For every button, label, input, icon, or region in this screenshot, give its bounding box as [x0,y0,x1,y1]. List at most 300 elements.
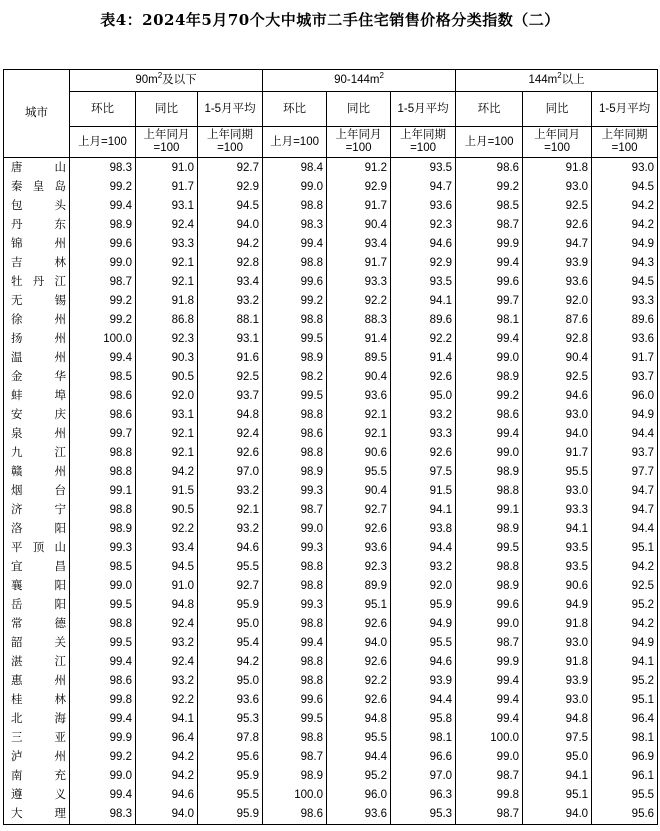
index-value: 99.2 [70,292,136,311]
index-value: 89.6 [592,311,658,330]
index-value: 90.5 [136,368,198,387]
index-value: 98.7 [263,748,327,767]
city-name: 九江 [4,444,70,463]
index-value: 93.7 [592,444,658,463]
index-value: 99.6 [456,273,523,292]
index-value: 93.2 [198,482,263,501]
index-value: 99.0 [456,444,523,463]
index-value: 96.6 [391,748,456,767]
city-name: 秦皇岛 [4,178,70,197]
index-value: 99.3 [263,482,327,501]
table-row [4,558,658,577]
table-row [4,653,658,672]
table-row [4,501,658,520]
index-value: 99.7 [70,425,136,444]
index-value: 99.4 [456,425,523,444]
city-name: 宜昌 [4,558,70,577]
index-value: 97.5 [391,463,456,482]
index-value: 92.1 [136,444,198,463]
table-row [4,349,658,368]
index-value: 99.6 [456,596,523,615]
index-value: 98.9 [263,767,327,786]
city-name: 济宁 [4,501,70,520]
index-value: 93.1 [198,330,263,349]
index-value: 92.9 [327,178,391,197]
index-value: 98.9 [456,463,523,482]
index-value: 91.7 [592,349,658,368]
table-row [4,444,658,463]
index-value: 93.6 [327,805,391,825]
index-value: 93.1 [136,197,198,216]
table-row [4,767,658,786]
table-row [4,216,658,235]
index-value: 94.7 [592,482,658,501]
index-value: 93.5 [523,539,592,558]
index-value: 89.9 [327,577,391,596]
index-value: 99.4 [456,710,523,729]
index-value: 90.6 [523,577,592,596]
index-value: 95.0 [198,615,263,634]
index-value: 94.2 [136,463,198,482]
index-value: 90.4 [327,216,391,235]
index-value: 93.3 [327,273,391,292]
city-name: 湛江 [4,653,70,672]
index-value: 98.6 [263,425,327,444]
index-value: 98.6 [456,406,523,425]
table-row [4,273,658,292]
group-header-medium: $90-144m^2$ [263,70,456,92]
index-value: 92.5 [198,368,263,387]
index-value: 94.1 [523,520,592,539]
index-value: 94.6 [391,235,456,254]
index-value: 90.3 [136,349,198,368]
index-value: 99.0 [263,520,327,539]
index-value: 95.5 [523,463,592,482]
city-name: 遵义 [4,786,70,805]
index-value: 93.6 [327,539,391,558]
sub-header-yoy: 同比 [327,92,391,127]
index-value: 98.6 [70,672,136,691]
index-value: 98.1 [391,729,456,748]
index-value: 95.0 [391,387,456,406]
index-value: 99.9 [456,653,523,672]
index-value: 98.8 [263,558,327,577]
index-value: 91.4 [327,330,391,349]
table-row [4,158,658,179]
index-value: 99.7 [456,292,523,311]
table-row [4,406,658,425]
index-value: 91.7 [327,197,391,216]
index-value: 94.2 [198,235,263,254]
index-value: 92.3 [327,558,391,577]
table-title: 表4：2024年5月70个大中城市二手住宅销售价格分类指数（二） [100,11,560,29]
index-value: 93.9 [391,672,456,691]
index-value: 93.0 [592,158,658,179]
index-value: 94.2 [136,748,198,767]
index-value: 93.0 [523,634,592,653]
index-value: 98.9 [456,368,523,387]
index-value: 99.4 [70,349,136,368]
index-value: 99.5 [456,539,523,558]
index-value: 99.5 [263,387,327,406]
index-value: 95.5 [198,558,263,577]
city-name: 平顶山 [4,539,70,558]
index-value: 100.0 [263,786,327,805]
index-value: 95.5 [592,786,658,805]
table-row [4,539,658,558]
index-value: 94.4 [592,520,658,539]
city-name: 扬州 [4,330,70,349]
city-name: 大理 [4,805,70,825]
index-value: 89.6 [391,311,456,330]
index-value: 96.0 [327,786,391,805]
index-value: 94.2 [592,558,658,577]
base-header-yoy: 上年同月=100 [523,127,592,158]
index-value: 92.6 [391,368,456,387]
index-value: 92.3 [136,330,198,349]
index-value: 99.2 [456,387,523,406]
index-value: 93.3 [592,292,658,311]
index-value: 94.9 [592,634,658,653]
index-value: 94.9 [592,235,658,254]
index-value: 99.4 [263,634,327,653]
index-value: 98.8 [70,501,136,520]
index-value: 93.6 [592,330,658,349]
index-value: 98.8 [263,444,327,463]
index-value: 93.6 [198,691,263,710]
index-value: 98.7 [456,216,523,235]
index-value: 98.8 [70,615,136,634]
index-value: 98.3 [70,805,136,825]
city-name: 南充 [4,767,70,786]
index-value: 99.0 [456,349,523,368]
table-row [4,615,658,634]
index-value: 94.2 [136,767,198,786]
table-row [4,596,658,615]
index-value: 94.4 [391,691,456,710]
index-value: 98.8 [263,577,327,596]
table-row [4,634,658,653]
index-value: 93.9 [523,672,592,691]
index-value: 93.0 [523,691,592,710]
index-value: 95.3 [198,710,263,729]
index-value: 99.9 [456,235,523,254]
table-row [4,235,658,254]
index-value: 93.4 [136,539,198,558]
index-value: 94.0 [136,805,198,825]
city-name: 吉林 [4,254,70,273]
table-row [4,805,658,825]
index-value: 97.7 [592,463,658,482]
index-value: 98.7 [456,805,523,825]
base-header-mom: 上月=100 [70,127,136,158]
index-value: 94.2 [198,653,263,672]
index-value: 94.9 [523,596,592,615]
index-value: 97.0 [391,767,456,786]
index-value: 94.5 [592,178,658,197]
index-value: 94.8 [136,596,198,615]
index-value: 92.6 [523,216,592,235]
index-value: 99.4 [456,672,523,691]
index-value: 92.1 [198,501,263,520]
index-value: 92.0 [391,577,456,596]
index-value: 92.4 [136,615,198,634]
index-value: 98.3 [70,158,136,179]
index-value: 98.3 [263,216,327,235]
index-value: 97.0 [198,463,263,482]
index-value: 92.7 [198,158,263,179]
index-value: 91.8 [523,158,592,179]
table-row [4,482,658,501]
index-value: 91.2 [327,158,391,179]
index-value: 94.1 [391,292,456,311]
index-value: 93.9 [523,254,592,273]
index-value: 98.6 [263,805,327,825]
index-value: 94.5 [136,558,198,577]
base-header-avg: 上年同期=100 [592,127,658,158]
index-value: 88.1 [198,311,263,330]
city-name: 安庆 [4,406,70,425]
index-value: 93.5 [391,158,456,179]
index-value: 93.2 [391,558,456,577]
table-row [4,463,658,482]
index-value: 99.0 [263,178,327,197]
index-value: 99.6 [263,273,327,292]
index-value: 94.6 [136,786,198,805]
index-value: 98.9 [263,463,327,482]
table-row [4,748,658,767]
index-value: 99.0 [70,577,136,596]
index-value: 93.8 [391,520,456,539]
table-row [4,729,658,748]
index-value: 93.3 [136,235,198,254]
index-value: 99.0 [70,254,136,273]
index-value: 99.4 [70,786,136,805]
index-value: 92.4 [136,653,198,672]
index-value: 94.8 [198,406,263,425]
index-value: 99.2 [70,748,136,767]
index-value: 98.9 [456,520,523,539]
index-value: 99.5 [70,596,136,615]
index-value: 95.9 [198,596,263,615]
index-value: 95.6 [592,805,658,825]
city-name: 常德 [4,615,70,634]
city-name: 惠州 [4,672,70,691]
index-value: 94.2 [592,615,658,634]
index-value: 88.3 [327,311,391,330]
city-name: 丹东 [4,216,70,235]
index-value: 95.3 [391,805,456,825]
index-value: 92.5 [592,577,658,596]
index-value: 99.2 [456,178,523,197]
sub-header-mom: 环比 [263,92,327,127]
index-value: 98.7 [456,634,523,653]
index-value: 99.1 [70,482,136,501]
index-value: 98.8 [263,653,327,672]
index-value: 91.4 [391,349,456,368]
index-value: 94.0 [523,805,592,825]
index-value: 98.8 [263,197,327,216]
index-value: 96.4 [592,710,658,729]
index-value: 99.1 [456,501,523,520]
index-value: 91.8 [523,653,592,672]
index-value: 96.0 [592,387,658,406]
city-name: 襄阳 [4,577,70,596]
index-value: 94.6 [391,653,456,672]
index-value: 98.9 [70,216,136,235]
index-value: 98.7 [263,501,327,520]
index-value: 96.1 [592,767,658,786]
city-name: 牡丹江 [4,273,70,292]
index-value: 94.6 [198,539,263,558]
price-index-table [3,69,658,825]
index-value: 99.4 [70,197,136,216]
index-value: 93.0 [523,406,592,425]
base-header-avg: 上年同期=100 [198,127,263,158]
base-header-avg: 上年同期=100 [391,127,456,158]
table-row [4,425,658,444]
index-value: 99.3 [70,539,136,558]
index-value: 93.4 [327,235,391,254]
table-row [4,292,658,311]
index-value: 98.8 [263,729,327,748]
index-value: 99.4 [70,653,136,672]
index-value: 92.8 [523,330,592,349]
index-value: 97.5 [523,729,592,748]
index-value: 92.2 [391,330,456,349]
index-value: 94.6 [523,387,592,406]
index-value: 95.8 [391,710,456,729]
index-value: 94.0 [523,425,592,444]
index-value: 92.6 [391,444,456,463]
index-value: 94.2 [592,216,658,235]
table-row [4,520,658,539]
city-name: 北海 [4,710,70,729]
index-value: 98.8 [456,558,523,577]
index-value: 94.7 [523,235,592,254]
index-value: 98.8 [70,444,136,463]
index-value: 93.7 [198,387,263,406]
index-value: 99.5 [263,330,327,349]
index-value: 99.5 [70,634,136,653]
index-value: 93.5 [523,558,592,577]
index-value: 99.3 [263,596,327,615]
index-value: 99.0 [456,748,523,767]
index-value: 92.7 [198,577,263,596]
base-header-yoy: 上年同月=100 [327,127,391,158]
index-value: 98.8 [456,482,523,501]
index-value: 95.4 [198,634,263,653]
city-name: 唐山 [4,158,70,179]
index-value: 92.5 [523,368,592,387]
index-value: 100.0 [456,729,523,748]
group-header-large: $144m^2$以上 [456,70,658,92]
city-name: 包头 [4,197,70,216]
index-value: 94.3 [592,254,658,273]
index-value: 94.1 [391,501,456,520]
city-name: 洛阳 [4,520,70,539]
index-value: 99.6 [263,691,327,710]
city-name: 锦州 [4,235,70,254]
index-value: 96.9 [592,748,658,767]
city-name: 岳阳 [4,596,70,615]
index-value: 99.4 [263,235,327,254]
index-value: 93.3 [391,425,456,444]
city-name: 蚌埠 [4,387,70,406]
index-value: 98.5 [70,558,136,577]
index-value: 92.2 [136,520,198,539]
sub-header-mom: 环比 [70,92,136,127]
index-value: 98.7 [70,273,136,292]
group-header-small: $90m^2$及以下 [70,70,263,92]
index-value: 93.2 [391,406,456,425]
index-value: 91.8 [136,292,198,311]
index-value: 98.1 [592,729,658,748]
table-row [4,691,658,710]
index-value: 95.0 [198,672,263,691]
city-name: 金华 [4,368,70,387]
index-value: 92.6 [327,691,391,710]
index-value: 99.9 [70,729,136,748]
index-value: 92.3 [391,216,456,235]
index-value: 94.4 [592,425,658,444]
index-value: 94.5 [592,273,658,292]
index-value: 98.8 [70,463,136,482]
index-value: 100.0 [70,330,136,349]
index-value: 92.8 [198,254,263,273]
index-value: 90.4 [327,368,391,387]
index-value: 92.9 [391,254,456,273]
index-value: 98.1 [456,311,523,330]
index-value: 97.8 [198,729,263,748]
index-value: 98.8 [263,406,327,425]
index-value: 90.6 [327,444,391,463]
table-body [4,158,658,825]
index-value: 92.2 [136,691,198,710]
city-name: 三亚 [4,729,70,748]
index-value: 94.1 [523,767,592,786]
table-row [4,710,658,729]
city-name: 赣州 [4,463,70,482]
index-value: 92.1 [136,425,198,444]
index-value: 91.5 [391,482,456,501]
index-value: 92.1 [327,406,391,425]
index-value: 95.2 [592,596,658,615]
index-value: 92.2 [327,672,391,691]
index-value: 92.1 [136,254,198,273]
index-value: 92.6 [198,444,263,463]
table-row [4,577,658,596]
index-value: 92.6 [327,653,391,672]
index-value: 92.2 [327,292,391,311]
table-row [4,387,658,406]
index-value: 98.5 [456,197,523,216]
index-value: 99.4 [456,691,523,710]
index-value: 90.5 [136,501,198,520]
index-value: 93.7 [592,368,658,387]
index-value: 95.9 [198,805,263,825]
table-row [4,672,658,691]
index-value: 92.1 [327,425,391,444]
index-value: 91.7 [523,444,592,463]
index-value: 94.0 [198,216,263,235]
index-value: 94.7 [391,178,456,197]
index-value: 96.3 [391,786,456,805]
index-value: 98.6 [456,158,523,179]
city-name: 泉州 [4,425,70,444]
index-value: 93.2 [136,672,198,691]
index-value: 99.4 [70,710,136,729]
